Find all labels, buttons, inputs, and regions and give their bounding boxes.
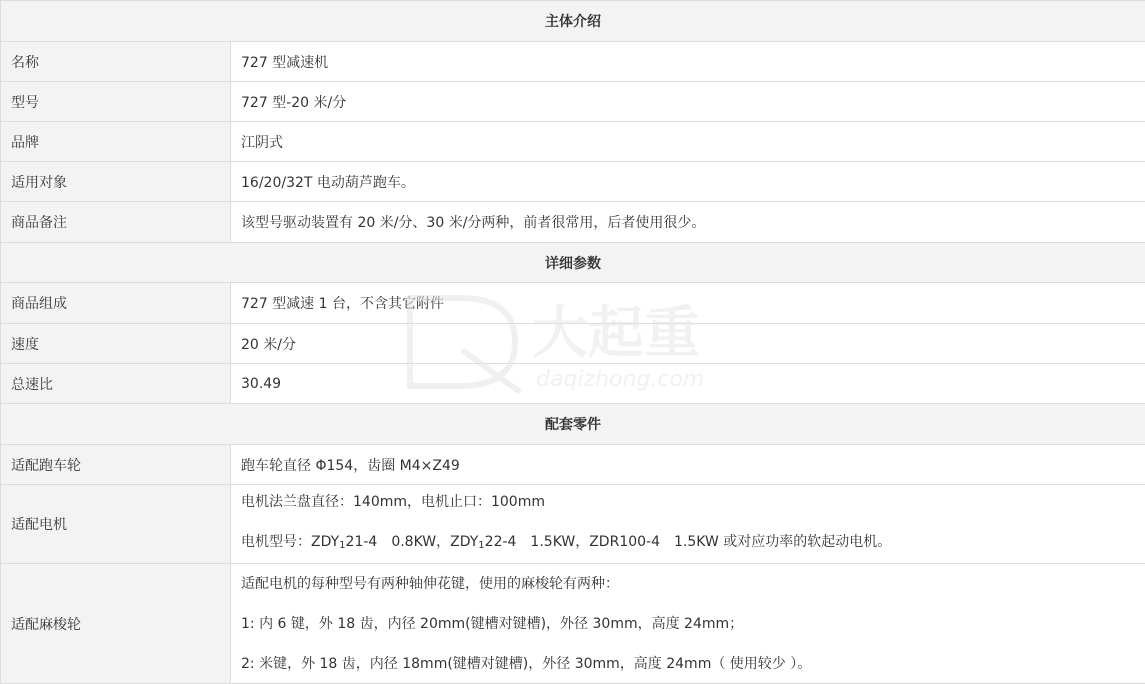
- row-label: 型号: [1, 82, 231, 122]
- section-header-details: [1, 243, 1145, 283]
- row-label: 适配麻梭轮: [1, 564, 231, 684]
- spline-option-1-text: 1: 内 6 键，外 18 齿，内径 20mm(键槽对键槽)，外径 30mm，高度 24mm；: [241, 614, 1135, 634]
- table-row: [1, 162, 1145, 202]
- row-label: 商品备注: [1, 202, 231, 243]
- row-value: 跑车轮直径 Φ154，齿圈 M4×Z49: [231, 445, 1145, 485]
- row-value: 20 米/分: [231, 324, 1145, 364]
- row-value: [231, 564, 1145, 684]
- row-value: 727 型-20 米/分: [231, 82, 1145, 122]
- motor-model-part: 21-4 0.8KW，ZDY: [346, 534, 479, 550]
- spline-intro-text: 适配电机的每种型号有两种轴伸花键，使用的麻梭轮有两种：: [241, 574, 1135, 594]
- section-title: 配套零件: [1, 404, 1145, 445]
- row-label: 适用对象: [1, 162, 231, 202]
- row-value: 30.49: [231, 364, 1145, 404]
- row-value: 727 型减速机: [231, 42, 1145, 82]
- table-row: [1, 202, 1145, 243]
- row-label: 适配跑车轮: [1, 445, 231, 485]
- row-label: 商品组成: [1, 283, 231, 324]
- row-value: 该型号驱动装置有 20 米/分、30 米/分两种，前者很常用，后者使用很少。: [231, 202, 1145, 243]
- row-label: 速度: [1, 324, 231, 364]
- row-label: 总速比: [1, 364, 231, 404]
- section-header-parts: [1, 404, 1145, 445]
- spline-option-2-text: 2: 米键，外 18 齿，内径 18mm(键槽对键槽)，外径 30mm，高度 24mm（ 使用较少 ）。: [241, 654, 1135, 674]
- watermark-brand-text: 大起重: [532, 301, 700, 366]
- watermark-domain-text: daqizhong.com: [536, 367, 704, 392]
- row-label: 品牌: [1, 122, 231, 162]
- motor-flange-text: 电机法兰盘直径：140mm，电机止口：100mm: [241, 492, 1135, 512]
- row-label: 适配电机: [1, 485, 231, 564]
- table-row: [1, 122, 1145, 162]
- section-title: 主体介绍: [1, 1, 1145, 42]
- section-header-intro: [1, 1, 1145, 42]
- row-value: [231, 485, 1145, 564]
- row-label: 名称: [1, 42, 231, 82]
- table-row: [1, 283, 1145, 324]
- table-row: [1, 42, 1145, 82]
- row-value: 16/20/32T 电动葫芦跑车。: [231, 162, 1145, 202]
- table-row: [1, 364, 1145, 404]
- subscript: 1: [478, 540, 484, 551]
- subscript: 1: [339, 540, 345, 551]
- table-row: [1, 82, 1145, 122]
- motor-model-text: [241, 532, 1135, 556]
- table-row: [1, 324, 1145, 364]
- motor-model-part: 22-4 1.5KW，ZDR100-4 1.5KW 或对应功率的软起动电机。: [485, 534, 892, 550]
- motor-model-part: 电机型号：ZDY: [241, 534, 339, 550]
- row-value: 江阴式: [231, 122, 1145, 162]
- section-title: 详细参数: [1, 243, 1145, 283]
- table-row: [1, 485, 1145, 564]
- table-row: [1, 564, 1145, 684]
- row-value: 727 型减速 1 台，不含其它附件: [231, 283, 1145, 324]
- table-row: [1, 445, 1145, 485]
